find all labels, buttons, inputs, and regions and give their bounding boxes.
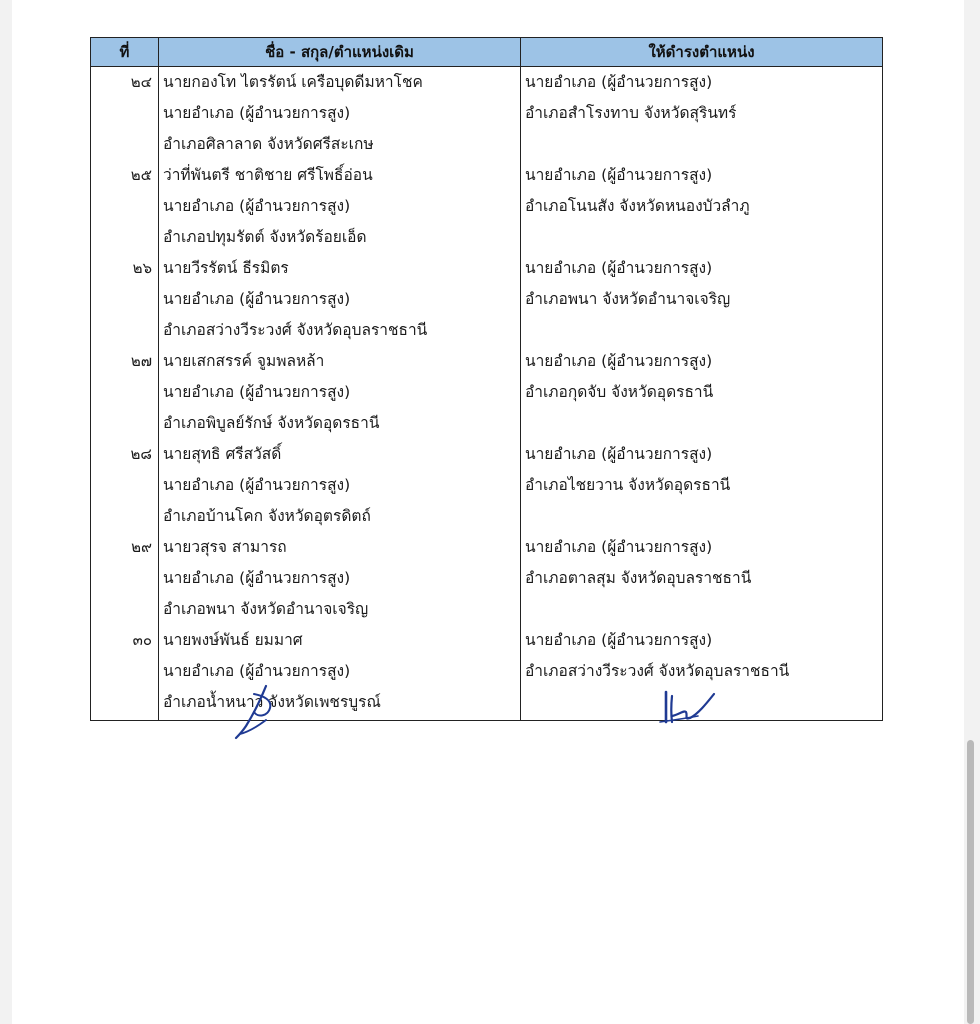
original-position-line: นายอำเภอ (ผู้อำนวยการสูง) (163, 476, 351, 494)
row-number: ๒๙ (131, 538, 152, 556)
original-position-line: นายอำเภอ (ผู้อำนวยการสูง) (163, 662, 351, 680)
original-position-line: นายอำเภอ (ผู้อำนวยการสูง) (163, 197, 351, 215)
person-name: นายวสุรจ สามารถ (163, 538, 287, 556)
person-name: นายพงษ์พันธ์ ยมมาศ (163, 631, 303, 649)
table-body (91, 67, 883, 721)
original-position-line: อำเภอปทุมรัตต์ จังหวัดร้อยเอ็ด (163, 228, 367, 246)
person-name: นายวีรรัตน์ ธีรมิตร (163, 259, 289, 277)
new-position-line: อำเภอกุดจับ จังหวัดอุดรธานี (525, 383, 714, 401)
new-position-line: อำเภอสว่างวีระวงศ์ จังหวัดอุบลราชธานี (525, 662, 790, 680)
appointment-table (90, 37, 883, 721)
row-number-cell (91, 439, 159, 532)
person-name: นายเสกสรรค์ จูมพลหล้า (163, 352, 325, 370)
row-number: ๒๖ (132, 259, 152, 277)
new-position-line: นายอำเภอ (ผู้อำนวยการสูง) (525, 445, 713, 463)
new-position-line: อำเภอโนนสัง จังหวัดหนองบัวลำภู (525, 197, 750, 215)
scrollbar-track[interactable] (964, 0, 980, 1024)
original-position-cell (159, 346, 521, 439)
table-row (91, 439, 883, 532)
original-position-line: นายอำเภอ (ผู้อำนวยการสูง) (163, 104, 351, 122)
original-position-cell (159, 532, 521, 625)
original-position-cell (159, 439, 521, 532)
new-position-line: นายอำเภอ (ผู้อำนวยการสูง) (525, 259, 713, 277)
row-number: ๒๕ (130, 166, 152, 184)
new-position-cell (521, 532, 883, 625)
scrollbar-thumb[interactable] (967, 740, 974, 1024)
original-position-line: อำเภอศิลาลาด จังหวัดศรีสะเกษ (163, 135, 374, 153)
row-number-cell (91, 160, 159, 253)
original-position-cell (159, 160, 521, 253)
row-number-cell (91, 625, 159, 721)
table-row (91, 625, 883, 721)
original-position-line: อำเภอสว่างวีระวงศ์ จังหวัดอุบลราชธานี (163, 321, 428, 339)
table-row (91, 253, 883, 346)
row-number-cell (91, 253, 159, 346)
row-number-cell (91, 532, 159, 625)
new-position-line: อำเภอพนา จังหวัดอำนาจเจริญ (525, 290, 731, 308)
row-number: ๒๔ (130, 73, 152, 91)
original-position-line: อำเภอพิบูลย์รักษ์ จังหวัดอุดรธานี (163, 414, 380, 432)
new-position-line: นายอำเภอ (ผู้อำนวยการสูง) (525, 166, 713, 184)
new-position-line: นายอำเภอ (ผู้อำนวยการสูง) (525, 631, 713, 649)
header-original-position: ชื่อ - สกุล/ตำแหน่งเดิม (159, 38, 521, 67)
row-number-cell (91, 346, 159, 439)
new-position-line: อำเภอสำโรงทาบ จังหวัดสุรินทร์ (525, 104, 737, 122)
header-new-position: ให้ดำรงตำแหน่ง (521, 38, 883, 67)
original-position-line: นายอำเภอ (ผู้อำนวยการสูง) (163, 569, 351, 587)
table-row (91, 67, 883, 161)
row-number: ๒๗ (130, 352, 152, 370)
new-position-cell (521, 253, 883, 346)
new-position-line: อำเภอไชยวาน จังหวัดอุดรธานี (525, 476, 731, 494)
original-position-line: อำเภอพนา จังหวัดอำนาจเจริญ (163, 600, 369, 618)
original-position-line: นายอำเภอ (ผู้อำนวยการสูง) (163, 290, 351, 308)
original-position-line: อำเภอบ้านโคก จังหวัดอุตรดิตถ์ (163, 507, 371, 525)
table-row (91, 346, 883, 439)
original-position-cell (159, 67, 521, 161)
table-header-row (91, 38, 883, 67)
new-position-cell (521, 439, 883, 532)
new-position-line: นายอำเภอ (ผู้อำนวยการสูง) (525, 73, 713, 91)
header-no: ที่ (91, 38, 159, 67)
original-position-line: นายอำเภอ (ผู้อำนวยการสูง) (163, 383, 351, 401)
new-position-line: นายอำเภอ (ผู้อำนวยการสูง) (525, 538, 713, 556)
person-name: นายกองโท ไตรรัตน์ เครือบุดดีมหาโชค (163, 73, 423, 91)
row-number: ๓๐ (132, 631, 152, 649)
new-position-cell (521, 625, 883, 721)
table-row (91, 532, 883, 625)
original-position-line: อำเภอน้ำหนาว จังหวัดเพชรบูรณ์ (163, 693, 381, 711)
person-name: นายสุทธิ ศรีสวัสดิ์ (163, 445, 282, 463)
new-position-line: อำเภอตาลสุม จังหวัดอุบลราชธานี (525, 569, 752, 587)
row-number: ๒๘ (130, 445, 152, 463)
new-position-cell (521, 346, 883, 439)
new-position-cell (521, 160, 883, 253)
person-name: ว่าที่พันตรี ชาติชาย ศรีโพธิ์อ่อน (163, 166, 373, 184)
row-number-cell (91, 67, 159, 161)
new-position-cell (521, 67, 883, 161)
original-position-cell (159, 625, 521, 721)
table-row (91, 160, 883, 253)
new-position-line: นายอำเภอ (ผู้อำนวยการสูง) (525, 352, 713, 370)
original-position-cell (159, 253, 521, 346)
